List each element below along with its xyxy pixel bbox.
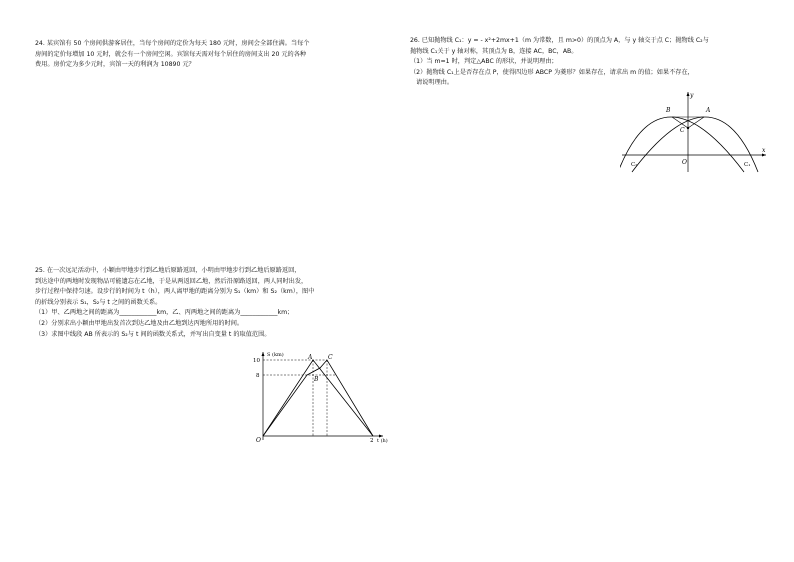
problem-26-line: 请说明理由。 xyxy=(416,79,454,87)
label-c1: C₁ xyxy=(744,162,751,168)
distance-time-figure xyxy=(245,348,395,446)
problem-26-line: 抛物线 C₁关于 y 轴对称，其顶点为 B，连接 AC，BC，AB。 xyxy=(410,47,578,55)
problem-25-line: 步行过程中保持匀速。设步行的时间为 t（h），两人离甲地的距离分别为 S₁（km）和 S₂（km），图中 xyxy=(35,288,315,296)
problem-26-line: （2）抛物线 C₁上是否存在点 P，使得四边形 ABCP 为菱形？如果存在，请求出 m 的值；如果不存在， xyxy=(410,68,694,76)
label-c: C xyxy=(680,127,685,134)
point-b-label: B xyxy=(314,376,319,383)
problem-25-line: 到达途中的两地时发现物品可能遗忘在乙地，于是从两返回乙地，然后沿原路返回，两人同时出发， xyxy=(35,277,308,285)
point-c-label: C xyxy=(328,354,333,361)
problem-24-line: 24. 某宾馆有 50 个房间供游客居住，当每个房间的定价为每天 180 元时，房间会全部住满。当每个 xyxy=(35,40,310,47)
origin-label: O xyxy=(256,437,261,444)
point-a-label: A xyxy=(308,354,313,361)
label-c2: C₂ xyxy=(631,162,638,168)
s-axis-label: S (km) xyxy=(267,352,284,358)
ytick-10: 10 xyxy=(253,358,260,364)
point-c-dot xyxy=(687,127,689,129)
ytick-8: 8 xyxy=(256,373,260,379)
problem-24-line: 费用。房价定为多少元时，宾馆一天的利润为 10890 元？ xyxy=(35,61,195,69)
s2-line xyxy=(263,360,373,436)
t-axis-label: t (h) xyxy=(377,438,388,444)
label-x: x xyxy=(762,147,766,154)
segment-ab xyxy=(307,368,320,375)
problem-25 xyxy=(35,266,393,340)
s1-line xyxy=(263,360,373,436)
label-a: A xyxy=(706,107,711,114)
problem-25-line: （3）求图中线段 AB 所表示的 S₂与 t 间的函数关系式，并写出自变量 t 的取值范围。 xyxy=(35,330,271,338)
label-o: O xyxy=(682,159,687,166)
problem-26-line: 26. 已知抛物线 C₁：y = - x²+2mx+1（m 为常数，且 m>0）的顶点为 A，与 y 轴交于点 C；抛物线 C₂与 xyxy=(410,37,709,44)
problem-25-line: （1）甲、乙两地之间的距离为____________km，乙、丙两地之间的距离为____________km； xyxy=(35,309,294,317)
problem-26-line: （1）当 m=1 时，判定△ABC 的形状，并说明理由； xyxy=(410,58,558,66)
problem-25-line: 25. 在一次远足活动中，小颖由甲地步行到乙地后原路返回，小明由甲地步行到乙地后原路返回， xyxy=(35,267,301,274)
problem-26 xyxy=(410,36,778,89)
problem-25-line: （2）分别求出小颖由甲地出发首次到达乙地及由乙地到达丙地所用的时间。 xyxy=(35,319,244,327)
label-y: y xyxy=(690,92,694,99)
xtick-2: 2 xyxy=(370,438,374,444)
segment-ac xyxy=(688,117,704,128)
problem-25-line: 的折线分别表示 S₁，S₂与 t 之间的函数关系。 xyxy=(35,298,162,306)
parabola-figure xyxy=(620,88,770,174)
problem-24-line: 房间的定价每增加 10 元时，就会有一个房间空闲。宾馆每天需对每个居住的房间支出 20 元的各种 xyxy=(35,50,307,58)
problem-24 xyxy=(35,39,395,71)
parabola-c1 xyxy=(632,117,758,172)
s-axis-arrow xyxy=(262,352,265,356)
label-b: B xyxy=(666,107,671,114)
